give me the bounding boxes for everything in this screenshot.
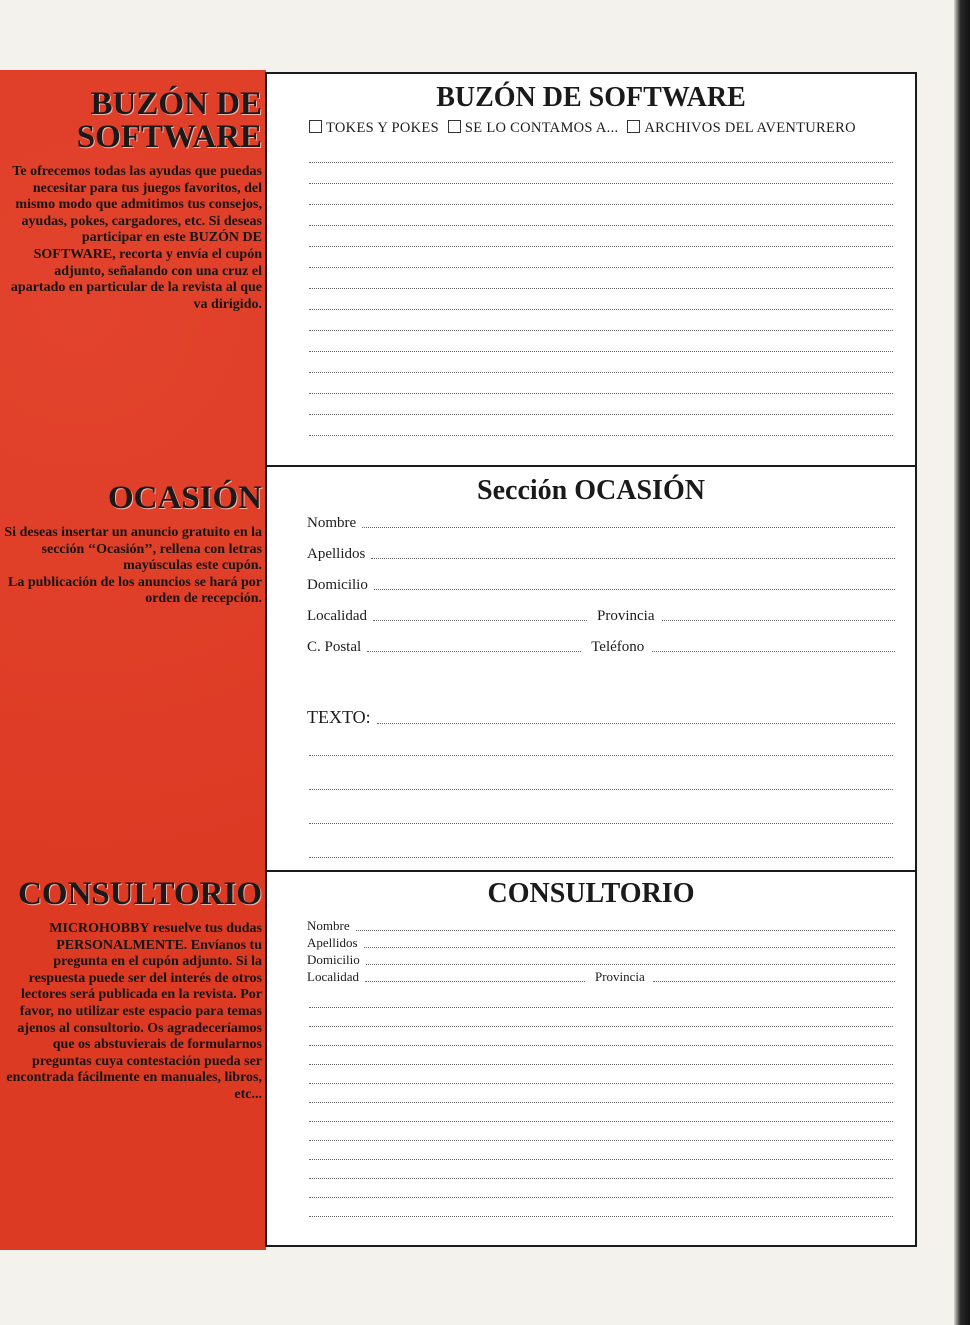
ocasion-side-title: OCASIÓN: [107, 480, 262, 516]
ocasion-side-text-2: La publicación de los anuncios se hará por orden de recepción.: [8, 574, 262, 607]
page-edge-shadow: [954, 0, 970, 1325]
apellidos-label: Apellidos: [307, 935, 358, 950]
write-line[interactable]: [309, 309, 893, 310]
consultorio-localidad-provincia-field[interactable]: [307, 969, 895, 985]
telefono-label: Teléfono: [591, 639, 645, 655]
nombre-label: Nombre: [307, 918, 350, 933]
cpostal-label: C. Postal: [307, 639, 362, 655]
checkbox-archivos-del-aventurero[interactable]: [627, 120, 640, 133]
write-line[interactable]: [309, 225, 893, 226]
provincia-label: Provincia: [594, 969, 645, 984]
write-line[interactable]: [309, 1083, 893, 1084]
consultorio-apellidos-field[interactable]: [307, 935, 895, 951]
write-line[interactable]: [309, 1007, 893, 1008]
buzon-coupon-panel: [265, 72, 917, 467]
consultorio-side-title: CONSULTORIO: [18, 876, 262, 912]
ocasion-texto-field[interactable]: [307, 707, 895, 728]
write-line[interactable]: [309, 1178, 893, 1179]
ocasion-side-section: [0, 482, 262, 608]
buzon-options: [309, 120, 856, 137]
write-line[interactable]: [309, 1216, 893, 1217]
checkbox-tokes-y-pokes[interactable]: [309, 120, 322, 133]
write-line[interactable]: [309, 393, 893, 394]
checkbox-se-lo-contamos[interactable]: [448, 120, 461, 133]
option-label-tokes-y-pokes: TOKES Y POKES: [326, 120, 439, 136]
buzon-side-title-line1: BUZÓN DE: [90, 86, 262, 122]
write-line[interactable]: [309, 288, 893, 289]
domicilio-label: Domicilio: [307, 952, 360, 967]
write-line[interactable]: [309, 1197, 893, 1198]
consultorio-domicilio-field[interactable]: [307, 952, 895, 968]
consultorio-side-section: [0, 878, 262, 1104]
apellidos-label: Apellidos: [307, 546, 366, 562]
consultorio-side-text: MICROHOBBY resuelve tus dudas PERSONALMENTE. Envíanos tu pregunta en el cupón adjunto. Si la respuesta puede ser del interés de otros lectores será publicada en la revista. Por favor, no utilizar este espacio para temas ajenos al consultorio. Os agradeceríamos que os abstuvierais de formularnos preguntas cuya contestación pueda ser encontrada fácilmente en manuales, libros, etc...: [6, 921, 262, 1102]
texto-label: TEXTO:: [307, 707, 371, 727]
localidad-label: Localidad: [307, 969, 359, 984]
consultorio-nombre-field[interactable]: [307, 918, 895, 934]
write-line[interactable]: [309, 1121, 893, 1122]
localidad-label: Localidad: [307, 608, 367, 624]
write-line[interactable]: [309, 162, 893, 163]
write-line[interactable]: [309, 435, 893, 436]
option-label-se-lo-contamos: SE LO CONTAMOS A...: [464, 120, 619, 136]
write-line[interactable]: [309, 1064, 893, 1065]
write-line[interactable]: [309, 755, 893, 756]
ocasion-localidad-provincia-field[interactable]: [307, 608, 895, 625]
domicilio-label: Domicilio: [307, 577, 368, 593]
ocasion-panel-title: Sección OCASIÓN: [477, 475, 705, 506]
ocasion-coupon-panel: [265, 465, 917, 872]
write-line[interactable]: [309, 267, 893, 268]
buzon-side-title: [0, 88, 262, 154]
write-line[interactable]: [309, 330, 893, 331]
ocasion-apellidos-field[interactable]: [307, 546, 895, 563]
consultorio-panel-title: CONSULTORIO: [487, 878, 695, 909]
buzon-side-section: [0, 88, 262, 313]
ocasion-side-text-1: Si deseas insertar un anuncio gratuito en la sección ‘‘Ocasión’’, rellena con letras mayúsculas este cupón.: [4, 525, 262, 574]
write-line[interactable]: [309, 1159, 893, 1160]
write-line[interactable]: [309, 372, 893, 373]
consultorio-coupon-panel: [265, 870, 917, 1247]
write-line[interactable]: [309, 1026, 893, 1027]
provincia-label: Provincia: [596, 608, 655, 624]
write-line[interactable]: [309, 414, 893, 415]
nombre-label: Nombre: [307, 515, 357, 531]
ocasion-domicilio-field[interactable]: [307, 577, 895, 594]
write-line[interactable]: [309, 1045, 893, 1046]
ocasion-nombre-field[interactable]: [307, 515, 895, 532]
option-label-archivos-del-aventurero: ARCHIVOS DEL AVENTURERO: [644, 120, 856, 136]
write-line[interactable]: [309, 857, 893, 858]
write-line[interactable]: [309, 823, 893, 824]
write-line[interactable]: [309, 1140, 893, 1141]
write-line[interactable]: [309, 351, 893, 352]
write-line[interactable]: [309, 789, 893, 790]
buzon-panel-title: BUZÓN DE SOFTWARE: [436, 82, 746, 113]
write-line[interactable]: [309, 246, 893, 247]
buzon-side-title-line2: SOFTWARE: [76, 119, 262, 155]
write-line[interactable]: [309, 204, 893, 205]
write-line[interactable]: [309, 1102, 893, 1103]
write-line[interactable]: [309, 183, 893, 184]
ocasion-cpostal-telefono-field[interactable]: [307, 639, 895, 656]
buzon-side-text: Te ofrecemos todas las ayudas que puedas necesitar para tus juegos favoritos, del mismo modo que admitimos tus consejos, ayudas, pokes, cargadores, etc. Si deseas participar en este BUZÓN DE SOFTWARE, recorta y envía el cupón adjunto, señalando con una cruz el apartado en particular de la revista al que va dirigido.: [10, 164, 262, 312]
